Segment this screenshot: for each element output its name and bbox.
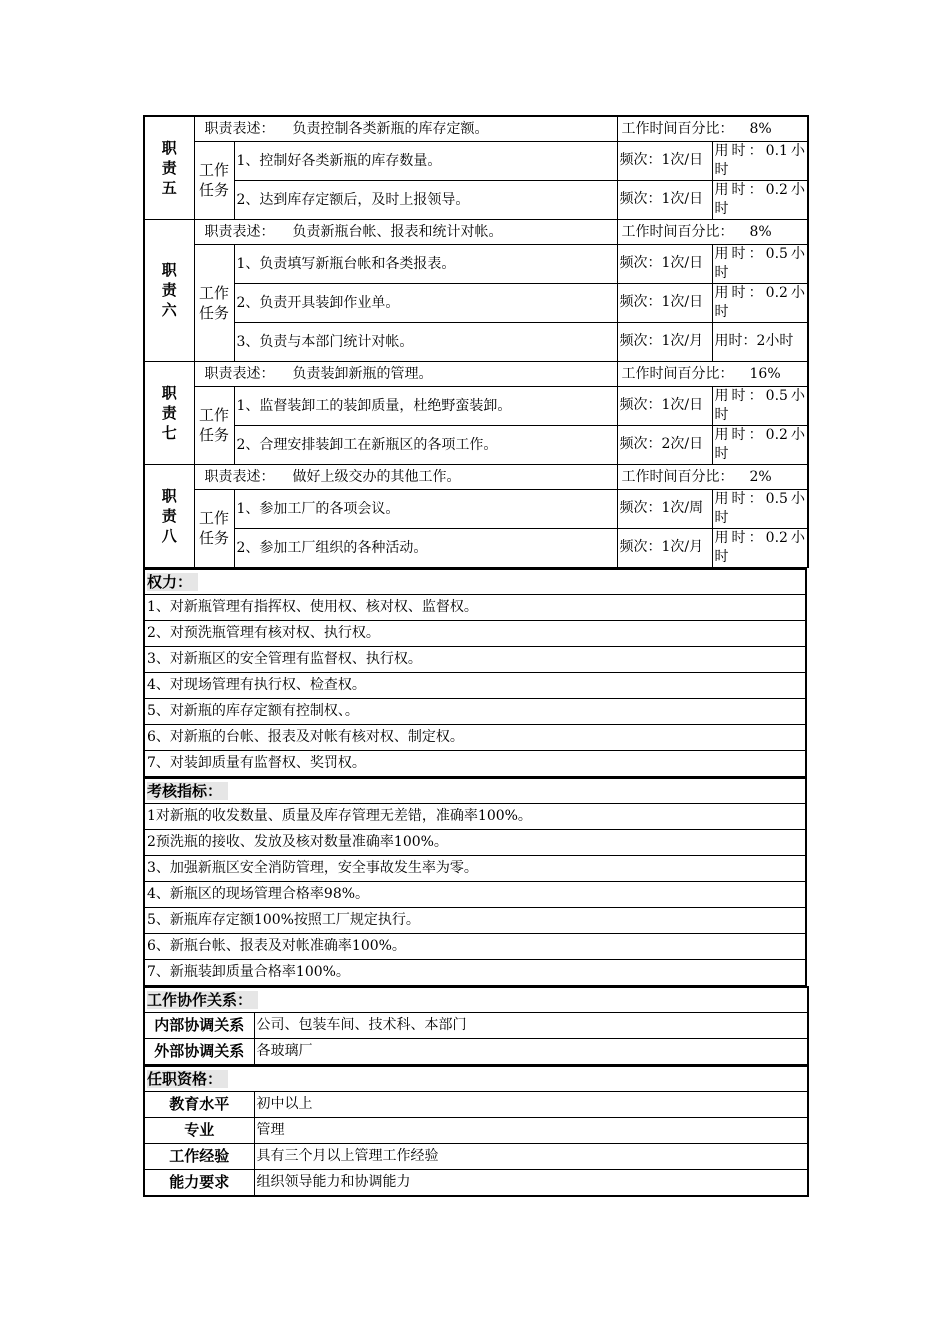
task-text: 3、负责与本部门统计对帐。 xyxy=(234,322,617,361)
task-duration: 用时：0.1小时 xyxy=(712,141,808,180)
task-frequency: 频次：1次/周 xyxy=(617,489,712,528)
qualification-row xyxy=(144,1169,808,1196)
task-row xyxy=(144,141,808,180)
duty-desc-row xyxy=(144,464,808,489)
duty-desc-prefix: 职责表述： xyxy=(204,468,275,485)
kpi-table xyxy=(143,777,807,986)
task-row xyxy=(144,425,808,464)
time-percentage-value: 8% xyxy=(749,223,772,240)
power-item: 4、对现场管理有执行权、检查权。 xyxy=(144,672,806,698)
qualification-value: 初中以上 xyxy=(254,1091,808,1117)
relations-table xyxy=(143,986,809,1065)
duty-label: 职 责 六 xyxy=(144,219,194,361)
power-item-row xyxy=(144,750,806,776)
task-text: 1、监督装卸工的装卸质量，杜绝野蛮装卸。 xyxy=(234,386,617,425)
task-text: 1、参加工厂的各项会议。 xyxy=(234,489,617,528)
kpi-item: 7、新瓶装卸质量合格率100%。 xyxy=(144,959,806,985)
task-frequency: 频次：1次/日 xyxy=(617,141,712,180)
task-frequency: 频次：1次/日 xyxy=(617,283,712,322)
kpi-item-row xyxy=(144,855,806,881)
kpi-item: 5、新瓶库存定额100%按照工厂规定执行。 xyxy=(144,907,806,933)
time-percentage-value: 8% xyxy=(749,120,772,137)
time-percentage-label: 工作时间百分比： xyxy=(621,223,734,240)
powers-table xyxy=(143,568,807,777)
time-percentage-value: 16% xyxy=(749,365,781,382)
time-percentage-label: 工作时间百分比： xyxy=(621,120,734,137)
power-item-row xyxy=(144,698,806,724)
external-relations-label: 外部协调关系 xyxy=(144,1038,254,1064)
task-duration: 用时：0.5小时 xyxy=(712,244,808,283)
time-percentage-value: 2% xyxy=(749,468,772,485)
task-label: 工作任务 xyxy=(194,141,234,219)
qualification-value: 具有三个月以上管理工作经验 xyxy=(254,1143,808,1169)
qualification-value: 组织领导能力和协调能力 xyxy=(254,1169,808,1196)
kpi-item-row xyxy=(144,933,806,959)
task-row xyxy=(144,386,808,425)
task-row xyxy=(144,283,808,322)
time-percentage xyxy=(617,116,808,141)
kpi-title: 考核指标： xyxy=(144,778,806,804)
qualification-label: 教育水平 xyxy=(144,1091,254,1117)
power-item: 1、对新瓶管理有指挥权、使用权、核对权、监督权。 xyxy=(144,594,806,620)
task-frequency: 频次：1次/月 xyxy=(617,322,712,361)
power-item-row xyxy=(144,724,806,750)
power-item: 6、对新瓶的台帐、报表及对帐有核对权、制定权。 xyxy=(144,724,806,750)
task-label: 工作任务 xyxy=(194,244,234,361)
task-frequency: 频次：2次/日 xyxy=(617,425,712,464)
task-duration: 用时：0.2小时 xyxy=(712,528,808,567)
task-text: 1、控制好各类新瓶的库存数量。 xyxy=(234,141,617,180)
task-row xyxy=(144,489,808,528)
duty-label: 职 责 五 xyxy=(144,116,194,219)
power-item-row xyxy=(144,620,806,646)
kpi-item: 1对新瓶的收发数量、质量及库存管理无差错，准确率100%。 xyxy=(144,803,806,829)
kpi-item-row xyxy=(144,881,806,907)
duty-description xyxy=(194,361,617,386)
task-frequency: 频次：1次/日 xyxy=(617,244,712,283)
kpi-item-row xyxy=(144,803,806,829)
task-duration: 用时：2小时 xyxy=(712,322,808,361)
power-item-row xyxy=(144,672,806,698)
duties-table xyxy=(143,115,809,568)
duty-desc-prefix: 职责表述： xyxy=(204,223,275,240)
power-item-row xyxy=(144,594,806,620)
duty-desc-text: 做好上级交办的其他工作。 xyxy=(292,468,461,485)
qualification-label: 能力要求 xyxy=(144,1169,254,1196)
task-frequency: 频次：1次/月 xyxy=(617,528,712,567)
duty-desc-row xyxy=(144,116,808,141)
duty-description xyxy=(194,464,617,489)
time-percentage-label: 工作时间百分比： xyxy=(621,365,734,382)
task-row xyxy=(144,180,808,219)
duty-desc-prefix: 职责表述： xyxy=(204,365,275,382)
task-text: 2、负责开具装卸作业单。 xyxy=(234,283,617,322)
internal-relations-label: 内部协调关系 xyxy=(144,1012,254,1038)
power-item: 2、对预洗瓶管理有核对权、执行权。 xyxy=(144,620,806,646)
task-text: 2、参加工厂组织的各种活动。 xyxy=(234,528,617,567)
power-item-row xyxy=(144,646,806,672)
time-percentage xyxy=(617,361,808,386)
qualifications-title: 任职资格： xyxy=(144,1066,808,1092)
time-percentage-label: 工作时间百分比： xyxy=(621,468,734,485)
task-label: 工作任务 xyxy=(194,489,234,567)
power-item: 7、对装卸质量有监督权、奖罚权。 xyxy=(144,750,806,776)
qualification-row xyxy=(144,1091,808,1117)
kpi-item-row xyxy=(144,959,806,985)
task-duration: 用时：0.5小时 xyxy=(712,386,808,425)
task-row xyxy=(144,528,808,567)
task-frequency: 频次：1次/日 xyxy=(617,386,712,425)
qualification-label: 专业 xyxy=(144,1117,254,1143)
qualification-row xyxy=(144,1143,808,1169)
task-label: 工作任务 xyxy=(194,386,234,464)
task-frequency: 频次：1次/日 xyxy=(617,180,712,219)
task-duration: 用时：0.2小时 xyxy=(712,180,808,219)
kpi-item: 4、新瓶区的现场管理合格率98%。 xyxy=(144,881,806,907)
kpi-item: 6、新瓶台帐、报表及对帐准确率100%。 xyxy=(144,933,806,959)
kpi-item: 3、加强新瓶区安全消防管理，安全事故发生率为零。 xyxy=(144,855,806,881)
time-percentage xyxy=(617,219,808,244)
kpi-item-row xyxy=(144,907,806,933)
task-duration: 用时：0.2小时 xyxy=(712,283,808,322)
duty-description xyxy=(194,219,617,244)
duty-label: 职 责 七 xyxy=(144,361,194,464)
qualification-value: 管理 xyxy=(254,1117,808,1143)
task-text: 1、负责填写新瓶台帐和各类报表。 xyxy=(234,244,617,283)
task-duration: 用时：0.2小时 xyxy=(712,425,808,464)
duty-label: 职 责 八 xyxy=(144,464,194,567)
power-item: 5、对新瓶的库存定额有控制权、。 xyxy=(144,698,806,724)
duty-desc-row xyxy=(144,361,808,386)
relations-title: 工作协作关系： xyxy=(144,987,808,1013)
task-text: 2、合理安排装卸工在新瓶区的各项工作。 xyxy=(234,425,617,464)
task-duration: 用时：0.5小时 xyxy=(712,489,808,528)
duty-description xyxy=(194,116,617,141)
task-row xyxy=(144,244,808,283)
qualifications-table xyxy=(143,1065,809,1197)
kpi-item-row xyxy=(144,829,806,855)
internal-relations-value: 公司、包装车间、技术科、本部门 xyxy=(254,1012,808,1038)
duty-desc-text: 负责新瓶台帐、报表和统计对帐。 xyxy=(292,223,503,240)
task-text: 2、达到库存定额后，及时上报领导。 xyxy=(234,180,617,219)
task-row xyxy=(144,322,808,361)
external-relations-value: 各玻璃厂 xyxy=(254,1038,808,1064)
power-item: 3、对新瓶区的安全管理有监督权、执行权。 xyxy=(144,646,806,672)
duty-desc-text: 负责装卸新瓶的管理。 xyxy=(292,365,433,382)
duty-desc-row xyxy=(144,219,808,244)
time-percentage xyxy=(617,464,808,489)
job-description-page xyxy=(143,115,807,1197)
qualification-row xyxy=(144,1117,808,1143)
powers-title: 权力： xyxy=(144,569,806,595)
duty-desc-prefix: 职责表述： xyxy=(204,120,275,137)
duty-desc-text: 负责控制各类新瓶的库存定额。 xyxy=(292,120,489,137)
kpi-item: 2预洗瓶的接收、发放及核对数量准确率100%。 xyxy=(144,829,806,855)
qualification-label: 工作经验 xyxy=(144,1143,254,1169)
